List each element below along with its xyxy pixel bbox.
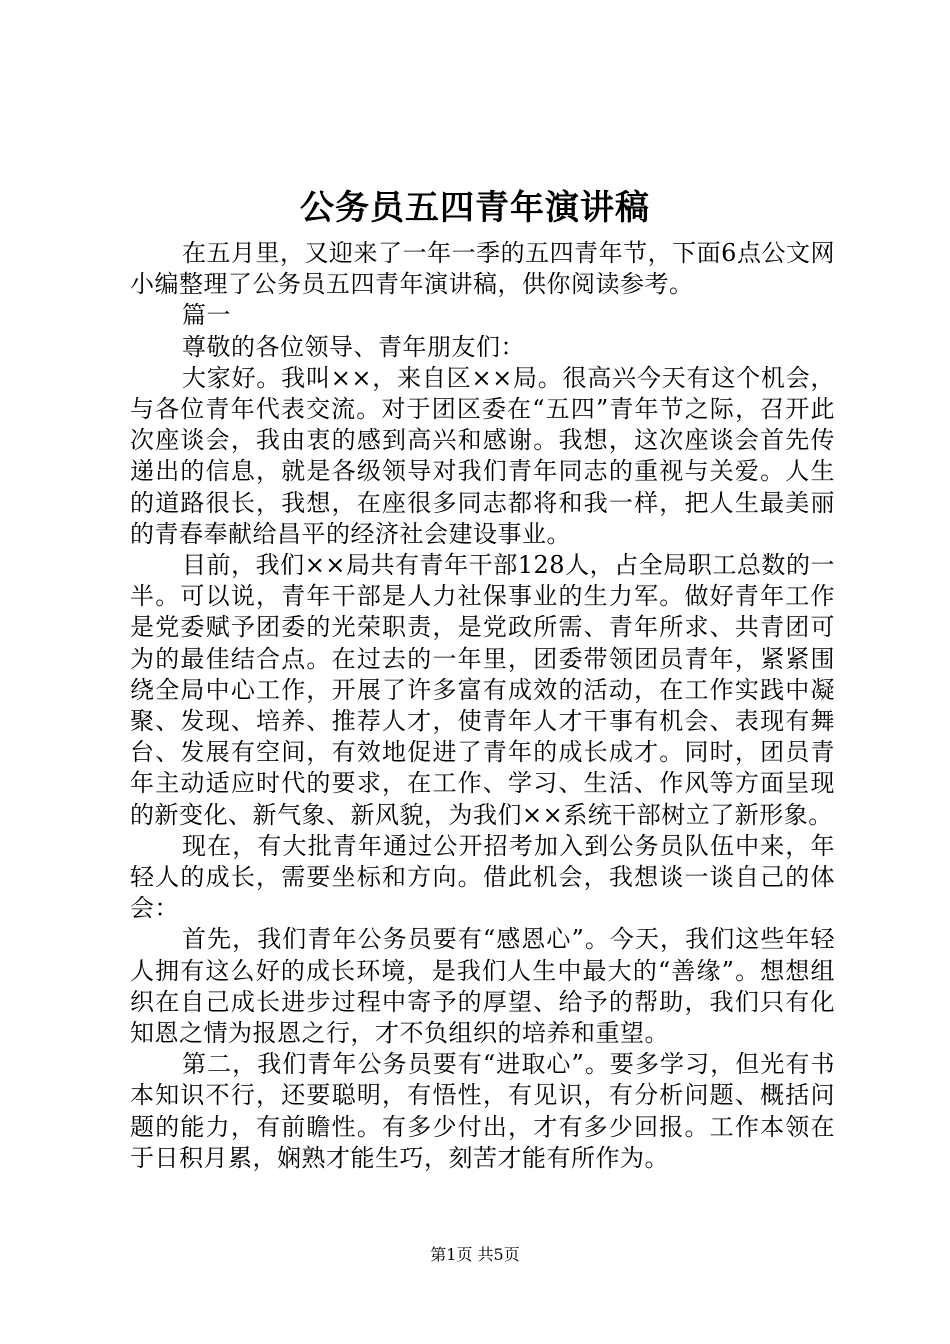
paragraph: 目前，我们××局共有青年干部128人，占全局职工总数的一半。可以说，青年干部是人力社保事业的生力军。做好青年工作是党委赋予团委的光荣职责，是党政所需、青年所求、共青团可为的最佳结合点。在过去的一年里，团委带领团员青年，紧紧围绕全局中心工作，开展了许多富有成效的活动，在工作实践中凝聚、发现、培养、推荐人才，使青年人才干事有机会、表现有舞台、发展有空间，有效地促进了青年的成长成才。同时，团员青年主动适应时代的要求，在工作、学习、生活、作风等方面呈现的新变化、新气象、新风貌，为我们××系统干部树立了新形象。 [130,551,835,829]
page-footer: 第1页 共5页 [430,1245,520,1264]
paragraph-section-label: 篇一 [182,301,231,330]
paragraph: 第二，我们青年公务员要有“进取心”。要多学习，但光有书本知识不行，还要聪明，有悟性，有见识，有分析问题、概括问题的能力，有前瞻性。有多少付出，才有多少回报。工作本领在于日积月累，娴熟才能生巧，刻苦才能有所作为。 [130,1050,835,1172]
paragraph: 大家好。我叫××，来自区××局。很高兴今天有这个机会，与各位青年代表交流。对于团区委在“五四”青年节之际，召开此次座谈会，我由衷的感到高兴和感谢。我想，这次座谈会首先传递出的信息，就是各级领导对我们青年同志的重视与关爱。人生的道路很长，我想，在座很多同志都将和我一样，把人生最美丽的青春奉献给昌平的经济社会建设事业。 [130,363,835,548]
paragraph-salutation: 尊敬的各位领导、青年朋友们： [182,332,525,361]
paragraph: 现在，有大批青年通过公开招考加入到公务员队伍中来，年轻人的成长，需要坐标和方向。借此机会，我想谈一谈自己的体会： [130,831,835,923]
document-body [130,238,835,1174]
paragraph: 首先，我们青年公务员要有“感恩心”。今天，我们这些年轻人拥有这么好的成长环境，是我们人生中最大的“善缘”。想想组织在自己成长进步过程中寄予的厚望、给予的帮助，我们只有化知恩之情为报恩之行，才不负组织的培养和重望。 [130,925,835,1048]
paragraph-intro: 在五月里，又迎来了一年一季的五四青年节，下面6点公文网小编整理了公务员五四青年演讲稿，供你阅读参考。 [130,239,835,299]
document-title: 公务员五四青年演讲稿 [300,188,650,228]
